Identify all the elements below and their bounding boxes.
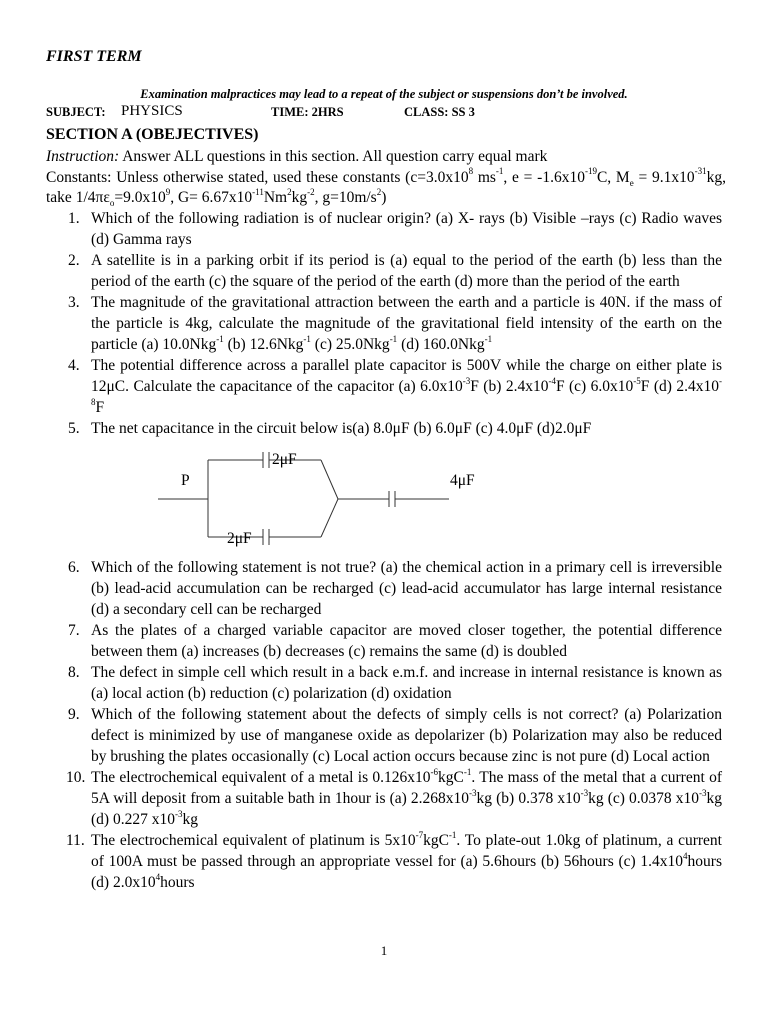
time-field: TIME: 2HRS: [271, 105, 344, 119]
question-9: 9. Which of the following statement about the defects of simply cells is not correct? (a) Polarization defect is minimized by use of manganese oxide as depolarizer (b) Polarization may also be reduced by brushing the plates occasionally (c) Local action occurs because zinc is not pure (d) Local action: [68, 706, 722, 765]
capacitor-top-label: 2μF: [272, 451, 297, 468]
section-title: SECTION A (OBEJECTIVES): [46, 126, 259, 143]
section-intro: [46, 147, 726, 209]
exam-meta-line: [46, 105, 726, 123]
point-p-label: P: [181, 472, 190, 489]
instruction-line: [46, 147, 726, 168]
question-7: 7. As the plates of a charged variable capacitor are moved closer together, the potential difference between them (a) increases (b) decreases (c) remains the same (d) is doubled: [68, 622, 722, 660]
instruction-label: Instruction:: [46, 148, 120, 165]
question-1: 1. Which of the following radiation is of nuclear origin? (a) X- rays (b) Visible –rays (c) Radio waves (d) Gamma rays: [68, 210, 722, 248]
question-8: 8. The defect in simple cell which result in a back e.m.f. and increase in internal resistance is known as (a) local action (b) reduction (c) polarization (d) oxidation: [68, 664, 722, 702]
capacitor-series-label: 4μF: [450, 472, 475, 489]
instruction-text: Answer ALL questions in this section. All question carry equal mark: [119, 148, 548, 165]
subject-value: PHYSICS: [121, 103, 183, 119]
constants-paragraph: Constants: Unless otherwise stated, used these constants ($c=3.0x10^8$ $ms^{-1}$, $e = -1.6x10^{-19}C$, $M_e = 9.1x10^{-31}kg$, take $1/4\pi\varepsilon_o=9.0x10^9$, $G= 6.67x10^{-11}Nm^2kg^{-2}$, $g=10m/s^2$): [46, 166, 726, 209]
question-6: 6. Which of the following statement is not true? (a) the chemical action in a primary cell is irreversible (b) lead-acid accumulation can be recharged (c) lead-acid accumulator has large internal resistance (d) a secondary cell can be recharged: [68, 559, 722, 618]
circuit-wiring: [91, 439, 722, 557]
malpractice-warning: Examination malpractices may lead to a repeat of the subject or suspensions don’t be involved.: [140, 87, 628, 101]
capacitor-circuit-diagram: [91, 439, 722, 557]
term-heading: FIRST TERM: [46, 48, 142, 65]
capacitor-bottom-label: 2μF: [227, 530, 252, 547]
question-5: 5. The net capacitance in the circuit below is(a) 8.0μF (b) 6.0μF (c) 4.0μF (d)2.0μF P 2μF 4μF 2μF: [46, 418, 722, 557]
question-list: [46, 208, 722, 893]
subject-label: SUBJECT:: [46, 105, 106, 119]
question-2: 2. A satellite is in a parking orbit if its period is (a) equal to the period of the earth (b) less than the period of the earth (c) the square of the period of the earth (d) more than the period of the earth: [68, 252, 722, 290]
question-4: 4. The potential difference across a parallel plate capacitor is 500V while the charge on either plate is 12μC. Calculate the capacitance of the capacitor (a) $6.0x10^{-3}F$ (b) $2.4x10^{-4}F$ (c) $6.0x10^{-5}F$ (d) $2.4x10^{-8}F$: [68, 357, 722, 416]
question-11: 11. The electrochemical equivalent of platinum is $5x10^{-7}kgC^{-1}$. To plate-out 1.0kg of platinum, a current of 100A must be passed through an appropriate vessel for (a) 5.6hours (b) 56hours (c) $1.4x10^4hours$ (d) $2.0x10^4hours$: [66, 829, 722, 891]
question-3: 3. The magnitude of the gravitational attraction between the earth and a particle is 40N. if the mass of the particle is 4kg, calculate the magnitude of the gravitational field intensity of the earth on the particle (a) 10.0Nkg$^{-1}$ (b) 12.6Nkg$^{-1}$ (c) 25.0Nkg$^{-1}$ (d) 160.0Nkg$^{-1}$: [68, 294, 722, 353]
question-10: 10. The electrochemical equivalent of a metal is $0.126x10^{-6}kgC^{-1}$. The mass of the metal that a current of 5A will deposit from a suitable bath in 1hour is (a) $2.268x10^{-3}kg$ (b) 0.378 $x10^{-3}kg$ (c) 0.0378 $x10^{-3}kg$ (d) 0.227 $x10^{-3}kg$: [66, 766, 723, 828]
class-field: CLASS: SS 3: [404, 105, 475, 119]
page-number: 1: [380, 943, 388, 958]
